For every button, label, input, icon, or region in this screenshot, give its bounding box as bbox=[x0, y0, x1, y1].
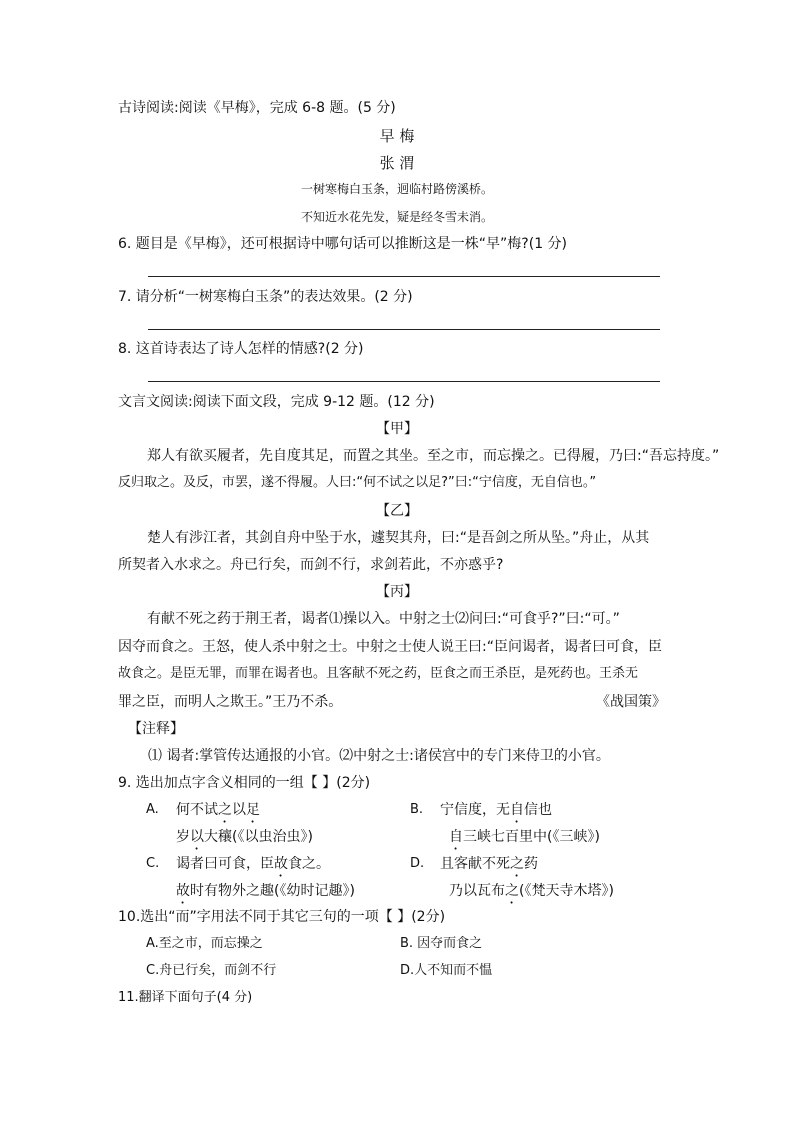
question-6: 6. 题目是《早梅》，还可根据诗中哪句话可以推断这是一株“早”梅?(1 分) bbox=[118, 236, 568, 252]
classical-section-heading: 文言文阅读:阅读下面文段，完成 9-12 题。(12 分) bbox=[118, 394, 435, 410]
passage-source: 《战国策》 bbox=[596, 694, 666, 710]
q9-option-c-line-2: 故时有物外之趣(《幼时记趣》) bbox=[176, 883, 355, 899]
question-8: 8. 这首诗表达了诗人怎样的情感?(2 分) bbox=[118, 341, 364, 357]
q9-option-b-line-2: 自三峡七百里中(《三峡》) bbox=[449, 829, 600, 845]
q9-option-a-label[interactable]: A. bbox=[146, 802, 159, 817]
question-10: 10.选出“而”字用法不同于其它三句的一项【 】(2分) bbox=[118, 909, 446, 925]
notes-text: ⑴ 谒者:掌管传达通报的小官。⑵中射之士:诸侯宫中的专门来侍卫的小官。 bbox=[148, 748, 610, 764]
notes-label: 【注释】 bbox=[128, 721, 184, 737]
q9-option-c-label[interactable]: C. bbox=[146, 856, 160, 871]
q9-option-c-line-1: 谒者曰可食，臣故食之。 bbox=[176, 856, 330, 872]
q9-option-a-line-1: 何不试之以足 bbox=[176, 802, 260, 818]
question-11: 11.翻译下面句子(4 分) bbox=[118, 990, 253, 1005]
q10-option-b[interactable]: B. 因夺而食之 bbox=[400, 936, 483, 951]
passage-bing-label: 【丙】 bbox=[376, 584, 418, 600]
q9-option-d-label[interactable]: D. bbox=[410, 856, 425, 871]
q10-option-a[interactable]: A.至之市，而忘操之 bbox=[146, 936, 263, 951]
passage-bing-line-3: 故食之。是臣无罪，而罪在谒者也。且客献不死之药，臣食之而王杀臣，是死药也。王杀无 bbox=[118, 666, 639, 681]
poem-section-heading: 古诗阅读:阅读《早梅》，完成 6-8 题。(5 分) bbox=[118, 100, 396, 116]
passage-yi-line-2: 所契者入水求之。舟已行矣，而剑不行，求剑若此，不亦惑乎? bbox=[118, 557, 504, 573]
poem-author: 张 渭 bbox=[379, 154, 415, 172]
question-7: 7. 请分析“一树寒梅白玉条”的表达效果。(2 分) bbox=[118, 289, 413, 305]
answer-line-8[interactable] bbox=[148, 381, 660, 382]
passage-yi-label: 【乙】 bbox=[376, 503, 418, 519]
q9-option-b-line-1: 宁信度，无自信也 bbox=[440, 802, 552, 818]
passage-bing-line-1: 有献不死之药于荆王者，谒者⑴操以入。中射之士⑵问曰:“可食乎?”曰:“可。” bbox=[147, 611, 620, 627]
poem-title: 早 梅 bbox=[379, 127, 415, 145]
question-9: 9. 选出加点字含义相同的一组【 】(2分) bbox=[118, 775, 371, 791]
passage-yi-line-1: 楚人有涉江者，其剑自舟中坠于水，遽契其舟，曰:“是吾剑之所从坠。”舟止，从其 bbox=[147, 530, 650, 546]
q9-option-a-line-2: 岁以大穰(《以虫治虫》) bbox=[176, 829, 313, 845]
passage-jia-label: 【甲】 bbox=[376, 421, 418, 437]
answer-line-6[interactable] bbox=[148, 276, 660, 277]
q10-option-d[interactable]: D.人不知而不愠 bbox=[400, 963, 493, 978]
q9-option-d-line-2: 乃以瓦布之(《梵天寺木塔》) bbox=[449, 883, 614, 899]
q9-option-b-label[interactable]: B. bbox=[410, 802, 424, 817]
q9-option-d-line-1: 且客献不死之药 bbox=[440, 856, 538, 872]
passage-jia-line-1: 郑人有欲买履者，先自度其足，而置之其坐。至之市，而忘操之。已得履，乃曰:“吾忘持度。” bbox=[147, 448, 720, 464]
passage-bing-line-2: 因夺而食之。王怒，使人杀中射之士。中射之士使人说王曰:“臣问谒者，谒者曰可食，臣 bbox=[118, 639, 662, 655]
poem-line-2: 不知近水花先发，疑是经冬雪未消。 bbox=[300, 210, 493, 224]
answer-line-7[interactable] bbox=[148, 329, 660, 330]
passage-jia-line-2: 反归取之。及反，市罢，遂不得履。人曰:“何不试之以足?”曰:“宁信度，无自信也。” bbox=[118, 475, 597, 490]
poem-line-1: 一树寒梅白玉条，迥临村路傍溪桥。 bbox=[300, 182, 493, 196]
q10-option-c[interactable]: C.舟已行矣，而剑不行 bbox=[146, 963, 277, 978]
passage-bing-line-4: 罪之臣，而明人之欺王。”王乃不杀。 bbox=[118, 694, 343, 710]
